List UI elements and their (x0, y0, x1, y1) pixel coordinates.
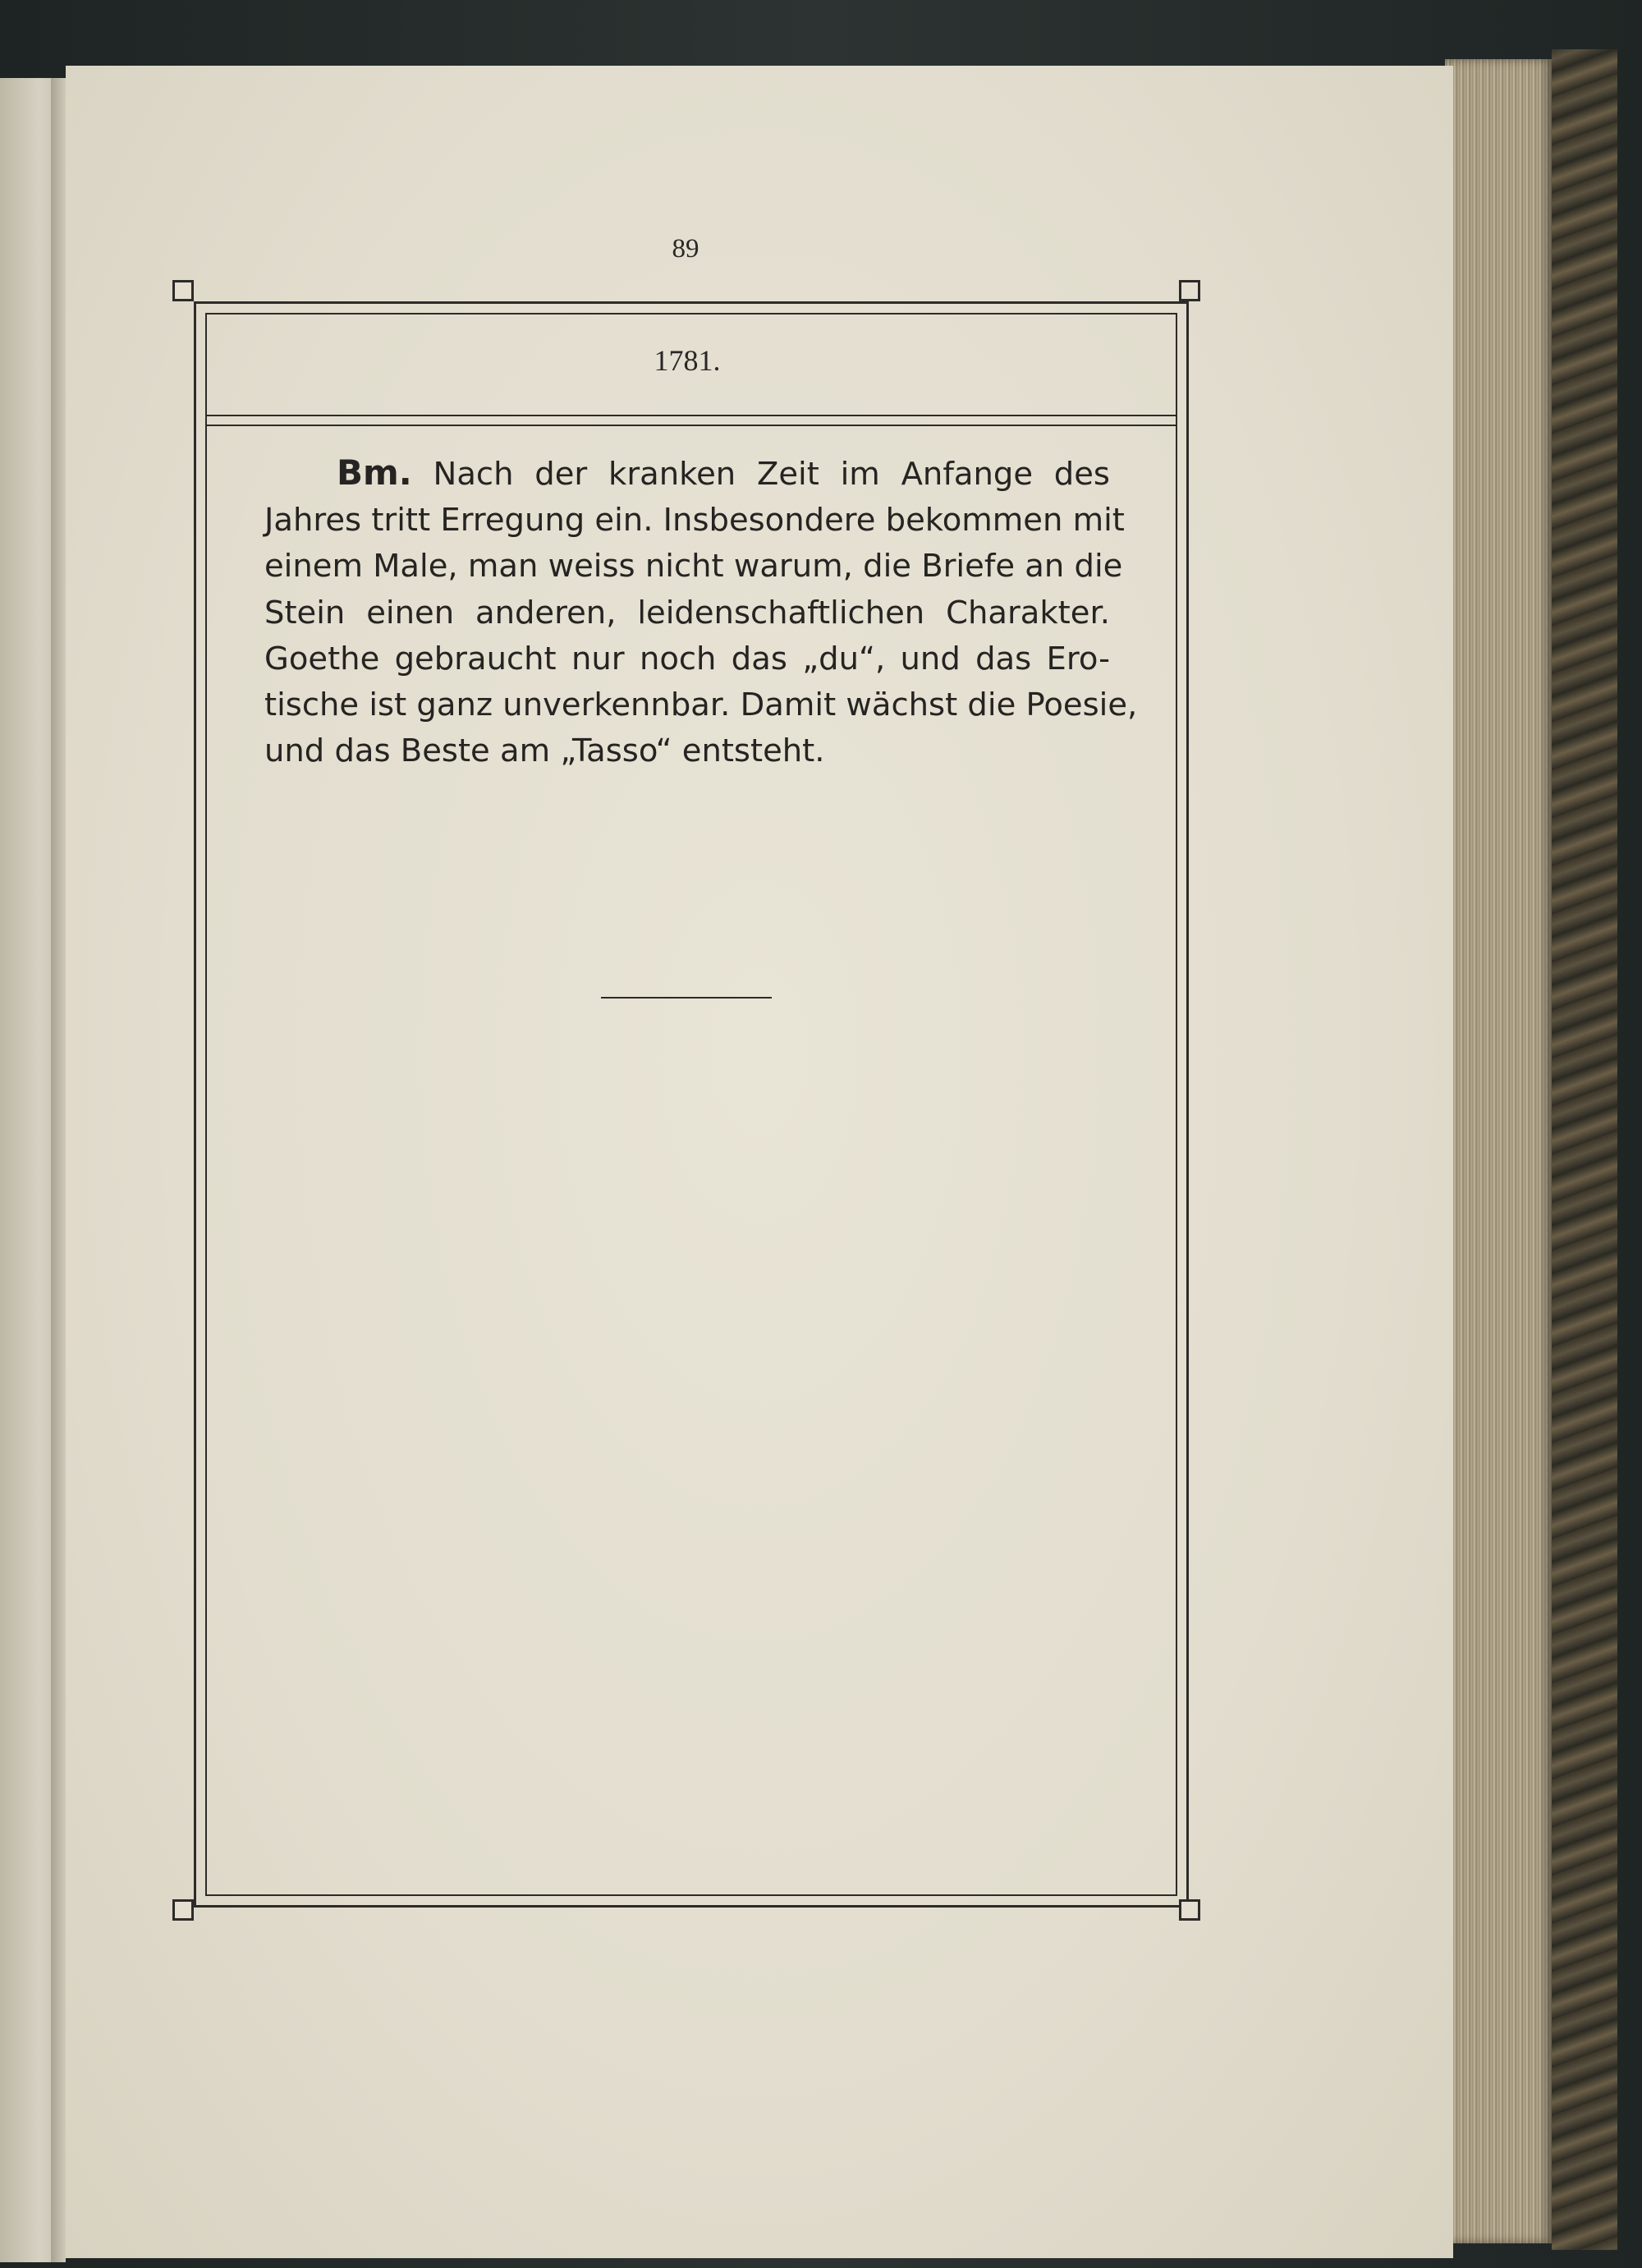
entry-paragraph (264, 450, 1138, 774)
entry-line: Jahres tritt Erregung ein. Insbesondere bekommen mit (264, 502, 1125, 539)
frame-corner-bottom-right (1179, 1899, 1200, 1921)
entry-line: und das Beste am „Tasso“ entsteht. (264, 732, 825, 770)
book-gutter (51, 78, 66, 2262)
frame-corner-top-right (1179, 280, 1200, 301)
entry-line: Goethe gebraucht nur noch das „du“, und das Ero- (264, 640, 1110, 677)
year-heading: 1781. (654, 344, 721, 377)
entry-line: Stein einen anderen, leidenschaftlichen Charakter. (264, 594, 1110, 631)
entry-abbreviation: Bm. (337, 452, 412, 493)
frame-corner-bottom-left (172, 1899, 194, 1921)
header-divider-rule (205, 415, 1177, 426)
entry-line: Bm. Nach der kranken Zeit im Anfange des (337, 452, 1110, 493)
entry-line: einem Male, man weiss nicht warum, die Briefe an die (264, 548, 1123, 585)
section-end-rule (601, 997, 772, 999)
entry-line: tische ist ganz unverkennbar. Damit wächst die Poesie, (264, 686, 1138, 724)
page-block-edge (1445, 59, 1552, 2243)
frame-corner-top-left (172, 280, 194, 301)
marbled-cover (1552, 49, 1617, 2250)
page-number: 89 (672, 234, 699, 264)
